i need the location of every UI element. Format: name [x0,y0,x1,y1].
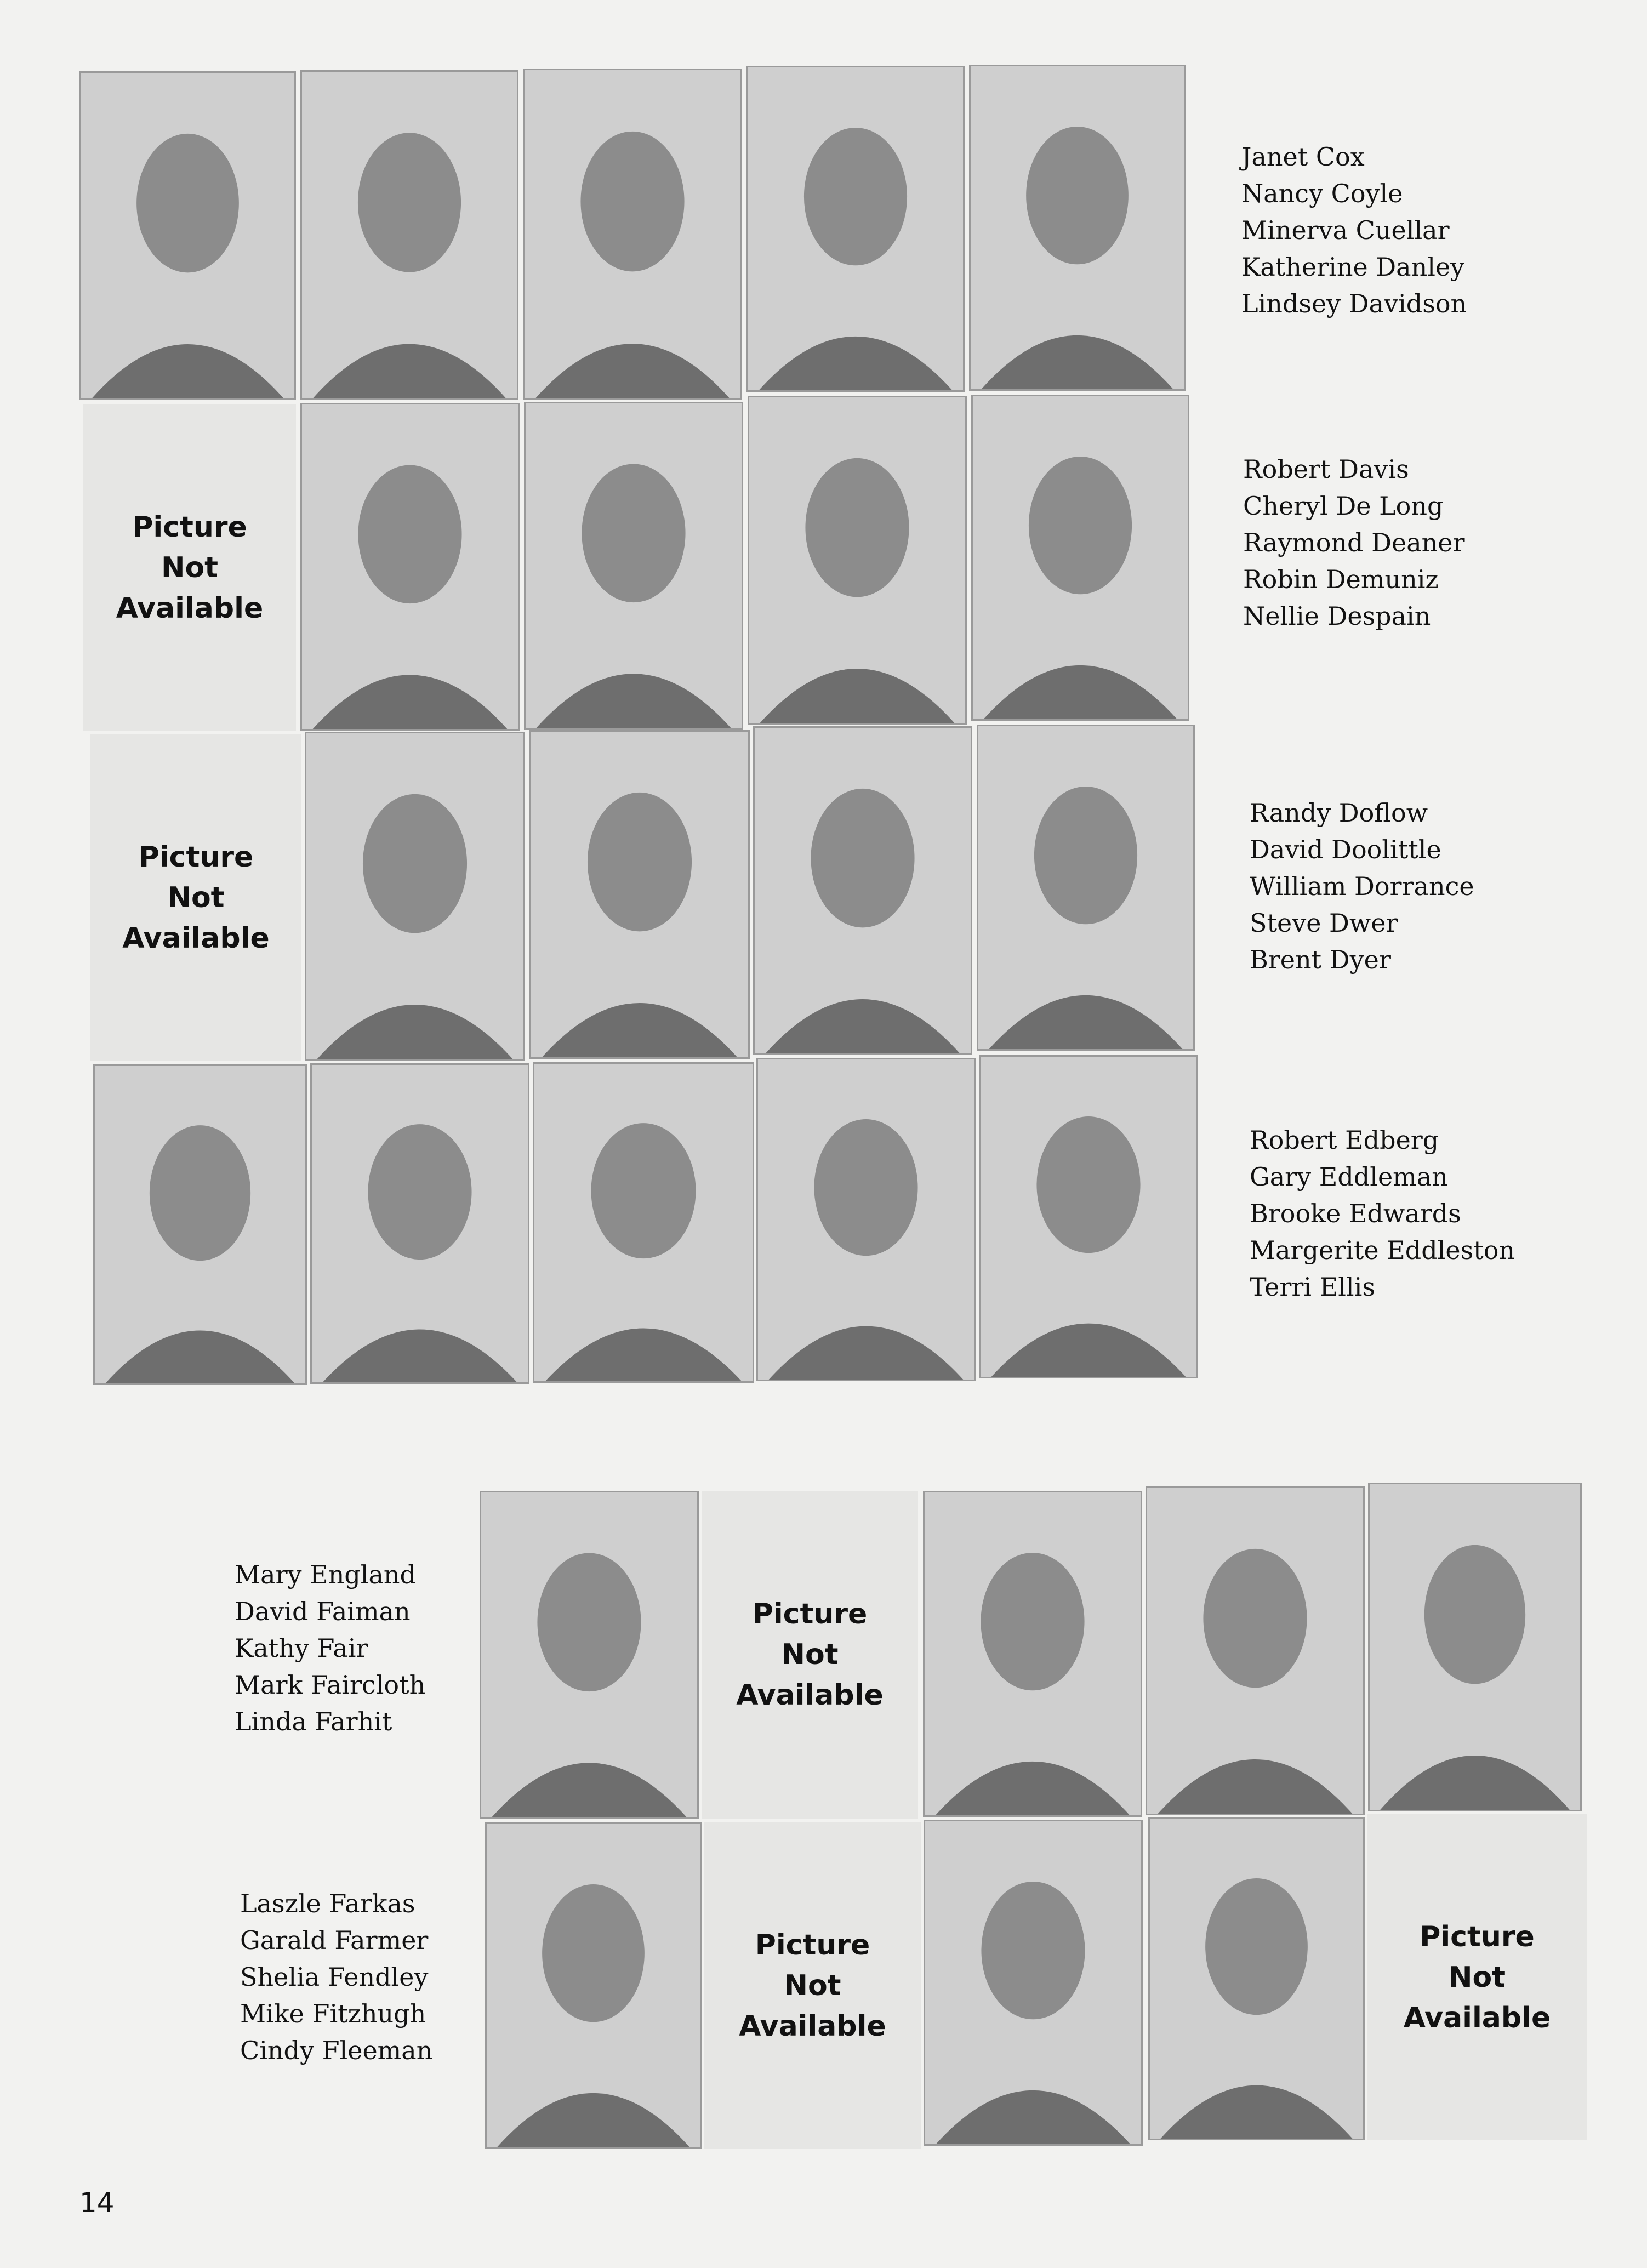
placeholder-line: Available [116,591,264,625]
portrait-silhouette [481,1492,697,1817]
placeholder-line: Picture [138,840,254,874]
portrait-silhouette [487,1824,700,2147]
name-list [1250,795,1474,978]
student-name: Cheryl De Long [1243,491,1444,521]
student-photo [533,1062,754,1383]
student-name: Linda Farhit [235,1707,392,1736]
student-name: Lindsey Davidson [1241,289,1467,318]
student-photo [924,1820,1143,2146]
student-name: Kathy Fair [235,1633,368,1663]
name-list [1250,1122,1515,1306]
picture-not-available [704,1822,921,2149]
student-name: David Faiman [235,1597,411,1626]
placeholder-line: Picture [752,1598,868,1631]
portrait-silhouette [971,66,1184,389]
student-name: Gary Eddleman [1250,1162,1448,1192]
placeholder-line: Available [122,921,270,955]
portrait-silhouette [306,733,523,1059]
portrait-silhouette [302,404,518,729]
portrait-silhouette [534,1064,753,1381]
student-name: Brent Dyer [1250,945,1391,975]
placeholder-line: Not [167,881,225,914]
student-photo [485,1822,702,2149]
student-photo [529,730,750,1059]
student-name: Cindy Fleeman [240,2036,433,2065]
student-name: Raymond Deaner [1243,528,1465,557]
placeholder-line: Available [1403,2001,1551,2035]
portrait-silhouette [973,396,1188,719]
student-photo [746,66,965,392]
student-photo [523,69,742,400]
portrait-silhouette [749,397,965,723]
portrait-silhouette [526,403,742,728]
student-name: Mike Fitzhugh [240,1999,426,2028]
student-photo [971,395,1189,721]
name-list [1241,139,1467,322]
name-list [235,1557,425,1740]
student-name: Laszle Farkas [240,1889,415,1918]
portrait-silhouette [925,1492,1141,1815]
student-name: Brooke Edwards [1250,1199,1461,1228]
placeholder-line: Picture [132,510,247,544]
student-photo [969,65,1186,391]
student-photo [1148,1817,1365,2140]
page-number: 14 [79,2187,115,2219]
student-photo [480,1491,699,1819]
portrait-silhouette [978,726,1193,1049]
placeholder-line: Picture [1420,1920,1535,1953]
picture-not-available [83,404,296,731]
student-photo [93,1064,307,1385]
placeholder-line: Available [739,2009,886,2043]
portrait-silhouette [1147,1488,1363,1814]
student-photo [1368,1483,1582,1811]
placeholder-line: Not [784,1969,841,2002]
student-photo [977,725,1195,1051]
student-name: Minerva Cuellar [1241,215,1450,245]
portrait-silhouette [81,73,294,398]
portrait-silhouette [1150,1819,1363,2139]
student-name: David Doolittle [1250,835,1441,864]
student-name: Katherine Danley [1241,252,1465,282]
student-name: Robert Davis [1243,454,1409,484]
student-photo [753,726,972,1055]
portrait-silhouette [748,67,963,390]
student-photo [1146,1486,1365,1815]
student-name: Mark Faircloth [235,1670,426,1700]
portrait-silhouette [95,1066,305,1383]
student-name: Nellie Despain [1243,601,1431,631]
student-photo [300,70,518,400]
placeholder-line: Not [161,551,219,584]
student-name: Janet Cox [1241,142,1365,172]
student-name: William Dorrance [1250,871,1474,901]
name-list [1243,451,1464,635]
picture-not-available [90,734,301,1061]
student-photo [979,1055,1198,1378]
portrait-silhouette [525,70,740,398]
student-photo [305,732,525,1061]
student-photo [923,1491,1142,1817]
student-name: Margerite Eddleston [1250,1235,1515,1265]
student-name: Terri Ellis [1250,1272,1375,1302]
student-name: Mary England [235,1560,416,1589]
portrait-silhouette [925,1821,1141,2144]
student-name: Randy Doflow [1250,798,1428,828]
portrait-silhouette [755,728,971,1053]
placeholder-line: Not [1448,1961,1506,1994]
portrait-silhouette [302,72,517,398]
student-photo [524,402,743,730]
student-name: Nancy Coyle [1241,179,1403,208]
student-name: Robert Edberg [1250,1125,1439,1155]
placeholder-line: Picture [755,1928,870,1962]
picture-not-available [1367,1814,1587,2140]
portrait-silhouette [1370,1484,1580,1810]
student-photo [756,1058,976,1381]
placeholder-line: Available [736,1679,884,1712]
picture-not-available [702,1491,918,1819]
portrait-silhouette [531,732,748,1057]
student-name: Robin Demuniz [1243,565,1439,594]
student-photo [748,396,967,725]
student-name: Shelia Fendley [240,1962,429,1992]
portrait-silhouette [758,1059,974,1380]
placeholder-line: Not [781,1638,839,1671]
student-photo [310,1063,529,1384]
student-name: Garald Farmer [240,1925,429,1955]
student-photo [300,403,520,731]
name-list [240,1885,432,2069]
student-name: Steve Dwer [1250,908,1398,938]
portrait-silhouette [312,1065,528,1382]
portrait-silhouette [981,1057,1196,1377]
student-photo [79,71,296,400]
